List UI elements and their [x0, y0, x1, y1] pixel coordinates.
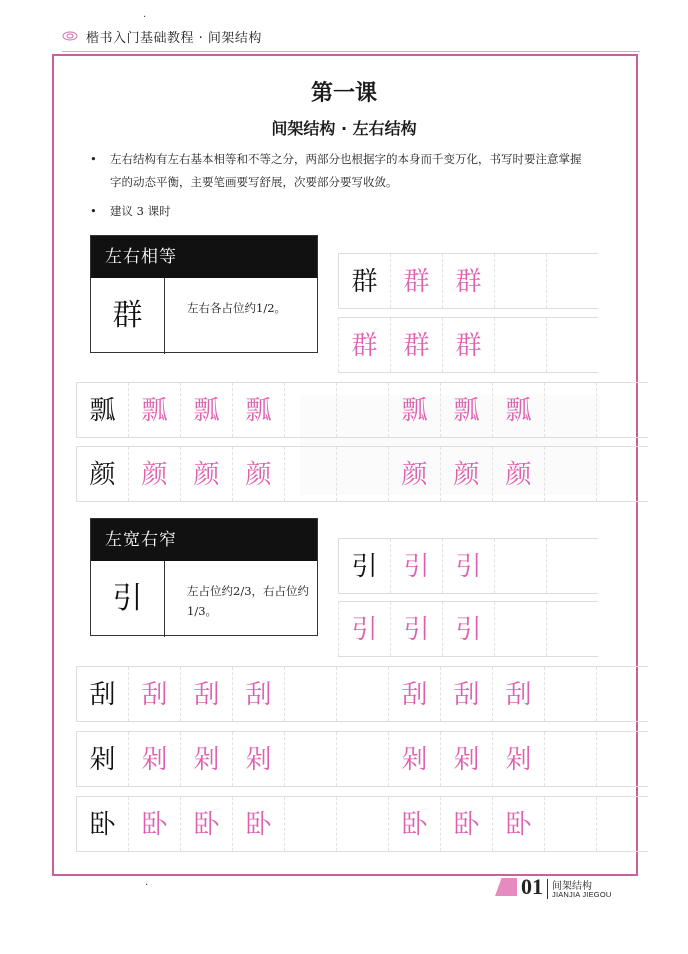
trace-char-cell: 颜	[388, 447, 440, 501]
blank-practice-cell	[336, 732, 388, 786]
blank-practice-cell	[546, 539, 598, 593]
trace-char-cell: 卧	[232, 797, 284, 851]
model-char-cell: 群	[338, 254, 390, 308]
blank-practice-cell	[494, 318, 546, 372]
hours-text: 建议 3 课时	[110, 204, 171, 218]
blank-practice-cell	[544, 383, 596, 437]
model-char-cell: 颜	[76, 447, 128, 501]
section-wide-narrow	[90, 518, 318, 636]
blank-practice-cell	[596, 447, 648, 501]
blank-practice-cell	[284, 732, 336, 786]
section-description: 左占位约2/3，右占位约1/3。	[187, 584, 310, 618]
blank-practice-cell	[546, 254, 598, 308]
lesson-title: 第一课	[310, 81, 377, 106]
intro-text: 左右结构有左右基本相等和不等之分，两部分也根据字的本身而千变万化，书写时要注意掌握字的动态平衡，主要笔画要写舒展，次要部分要写收敛。	[110, 152, 582, 189]
lotus-icon	[62, 30, 78, 42]
lesson-subtitle: 间架结构 · 左右结构	[271, 119, 417, 138]
trace-char-cell: 群	[442, 254, 494, 308]
page-number: 01	[521, 874, 543, 899]
trace-char-cell: 瓢	[128, 383, 180, 437]
trace-char-cell: 剁	[492, 732, 544, 786]
print-dot: ·	[143, 12, 147, 23]
trace-char-cell: 群	[390, 318, 442, 372]
footer-section-name: 间架结构	[552, 881, 592, 892]
trace-char-cell: 引	[390, 602, 442, 656]
blank-practice-cell	[596, 383, 648, 437]
trace-char-cell: 引	[442, 602, 494, 656]
blank-practice-cell	[494, 254, 546, 308]
trace-char-cell: 卧	[180, 797, 232, 851]
example-char: 引	[91, 561, 165, 637]
blank-practice-cell	[544, 447, 596, 501]
blank-practice-cell	[336, 797, 388, 851]
running-header	[0, 22, 688, 52]
blank-practice-cell	[544, 797, 596, 851]
bullet-dot-icon: •	[90, 204, 97, 218]
example-char: 群	[91, 278, 165, 354]
trace-char-cell: 剁	[440, 732, 492, 786]
trace-char-cell: 剁	[388, 732, 440, 786]
blank-practice-cell	[336, 383, 388, 437]
trace-char-cell: 引	[442, 539, 494, 593]
trace-char-cell: 刮	[128, 667, 180, 721]
header-title: 楷书入门基础教程 · 间架结构	[86, 31, 262, 46]
blank-practice-cell	[544, 667, 596, 721]
blank-practice-cell	[494, 602, 546, 656]
practice-row	[76, 796, 648, 852]
model-char-cell: 刮	[76, 667, 128, 721]
practice-row	[76, 731, 648, 787]
footer-section-pinyin: JIANJIA JIEGOU	[552, 890, 612, 899]
trace-char-cell: 群	[442, 318, 494, 372]
model-char-cell: 引	[338, 539, 390, 593]
blank-practice-cell	[336, 667, 388, 721]
practice-row	[338, 538, 598, 594]
trace-char-cell: 卧	[388, 797, 440, 851]
blank-practice-cell	[596, 667, 648, 721]
blank-practice-cell	[284, 383, 336, 437]
blank-practice-cell	[284, 447, 336, 501]
section-heading: 左宽右窄	[91, 519, 317, 561]
practice-row	[76, 446, 648, 502]
trace-char-cell: 剁	[128, 732, 180, 786]
trace-char-cell: 剁	[232, 732, 284, 786]
hours-bullet	[90, 200, 390, 223]
trace-char-cell: 颜	[128, 447, 180, 501]
blank-practice-cell	[494, 539, 546, 593]
trace-char-cell: 瓢	[388, 383, 440, 437]
trace-char-cell: 刮	[388, 667, 440, 721]
trace-char-cell: 刮	[492, 667, 544, 721]
practice-row	[76, 382, 648, 438]
blank-practice-cell	[546, 318, 598, 372]
section-description: 左右各占位约1/2。	[187, 301, 287, 315]
trace-char-cell: 卧	[128, 797, 180, 851]
blank-practice-cell	[336, 447, 388, 501]
practice-row	[338, 253, 598, 309]
section-equal-width	[90, 235, 318, 353]
intro-bullet	[90, 148, 590, 194]
trace-char-cell: 颜	[492, 447, 544, 501]
trace-char-cell: 引	[390, 539, 442, 593]
print-dot: ·	[145, 880, 149, 891]
practice-row	[338, 317, 598, 373]
trace-char-cell: 群	[338, 318, 390, 372]
footer-divider	[547, 879, 548, 899]
trace-char-cell: 卧	[492, 797, 544, 851]
model-char-cell: 瓢	[76, 383, 128, 437]
model-char-cell: 剁	[76, 732, 128, 786]
trace-char-cell: 瓢	[492, 383, 544, 437]
trace-char-cell: 瓢	[180, 383, 232, 437]
practice-row	[338, 601, 598, 657]
trace-char-cell: 剁	[180, 732, 232, 786]
trace-char-cell: 瓢	[440, 383, 492, 437]
trace-char-cell: 颜	[440, 447, 492, 501]
blank-practice-cell	[596, 797, 648, 851]
section-heading: 左右相等	[91, 236, 317, 278]
bullet-dot-icon: •	[90, 152, 97, 166]
trace-char-cell: 刮	[232, 667, 284, 721]
blank-practice-cell	[284, 797, 336, 851]
trace-char-cell: 刮	[440, 667, 492, 721]
blank-practice-cell	[546, 602, 598, 656]
trace-char-cell: 刮	[180, 667, 232, 721]
trace-char-cell: 颜	[232, 447, 284, 501]
trace-char-cell: 颜	[180, 447, 232, 501]
trace-char-cell: 瓢	[232, 383, 284, 437]
practice-row	[76, 666, 648, 722]
trace-char-cell: 群	[390, 254, 442, 308]
trace-char-cell: 卧	[440, 797, 492, 851]
model-char-cell: 卧	[76, 797, 128, 851]
blank-practice-cell	[596, 732, 648, 786]
blank-practice-cell	[284, 667, 336, 721]
header-divider	[62, 51, 640, 52]
footer-tab	[495, 878, 517, 896]
blank-practice-cell	[544, 732, 596, 786]
trace-char-cell: 引	[338, 602, 390, 656]
